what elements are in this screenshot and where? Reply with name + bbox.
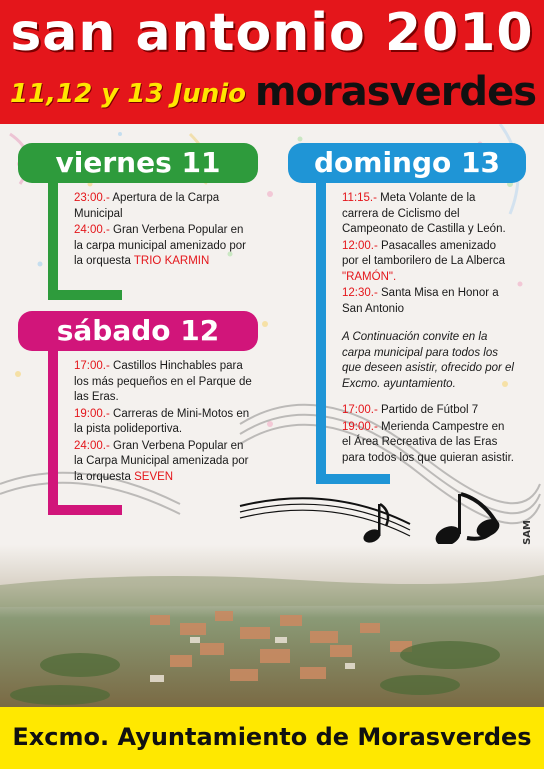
- footer-organizer: Excmo. Ayuntamiento de Morasverdes: [12, 723, 532, 751]
- sabado-bar: [48, 345, 58, 515]
- viernes-events: [74, 191, 252, 271]
- event-text: Apertura de la Carpa Municipal: [74, 192, 220, 220]
- sabado-bar-bottom: [48, 505, 122, 515]
- event-time: 24:00.-: [74, 224, 110, 236]
- event-time: 17:00.-: [342, 404, 378, 416]
- aerial-village-photo: [0, 545, 544, 707]
- event-text: Pasacalles amenizado por el tamborilero de La Alberca: [342, 239, 506, 267]
- event-time: 17:00.-: [74, 360, 110, 372]
- event-text: Partido de Fútbol 7: [381, 404, 479, 416]
- footer-banner: [0, 707, 544, 769]
- event-time: 12:00.-: [342, 239, 378, 252]
- event-text: Merienda Campestre en el Área Recreativa de las Eras para todos los que quieran asistir.: [342, 420, 514, 464]
- event-text: Gran Verbena Popular en la carpa municipal amenizado por la orquesta: [74, 224, 246, 267]
- sabado-header: sábado 12: [18, 311, 258, 351]
- sam-logo: SAM: [522, 520, 533, 545]
- event-time: 12:30.-: [342, 287, 378, 299]
- performer-name: "RAMÓN".: [342, 270, 397, 283]
- orchestra-name: SEVEN: [134, 470, 174, 483]
- event-text: Santa Misa en Honor a San Antonio: [342, 287, 499, 315]
- sabado-events: [74, 359, 252, 486]
- domingo-header: domingo 13: [288, 143, 526, 183]
- event-time: 11:15.-: [342, 192, 377, 204]
- domingo-events: [342, 191, 514, 318]
- orchestra-name: TRIO KARMIN: [133, 255, 210, 267]
- domingo-note: A Continuación convite en la carpa municipal para todos los que deseen asistir, ofrecido por el Excmo. ayuntamiento.: [342, 331, 514, 390]
- event-time: 24:00.-: [74, 439, 110, 452]
- event-time: 19:00.-: [342, 420, 378, 433]
- domingo-events-after: [342, 403, 514, 467]
- event-text: Meta Volante de la carrera de Ciclismo del Campeonato de Castilla y León.: [342, 192, 506, 235]
- town-name: morasverdes: [254, 69, 536, 115]
- poster-title: san antonio 2010: [10, 3, 534, 63]
- event-text: Gran Verbena Popular en la Carpa Municipal amenizada por la orquesta: [74, 439, 249, 483]
- event-text: Carreras de Mini-Motos en la pista polideportiva.: [74, 407, 250, 435]
- viernes-bar: [48, 170, 58, 300]
- festival-dates: 11,12 y 13 Junio: [10, 79, 246, 109]
- viernes-bar-bottom: [48, 290, 122, 300]
- event-time: 19:00.-: [74, 407, 110, 420]
- domingo-bar: [316, 170, 326, 482]
- domingo-bar-bottom: [316, 474, 390, 484]
- event-text: Castillos Hinchables para los más pequeños en el Parque de las Eras.: [74, 360, 252, 403]
- header-banner: [0, 0, 544, 124]
- event-time: 23:00.-: [74, 192, 110, 204]
- viernes-header: viernes 11: [18, 143, 258, 183]
